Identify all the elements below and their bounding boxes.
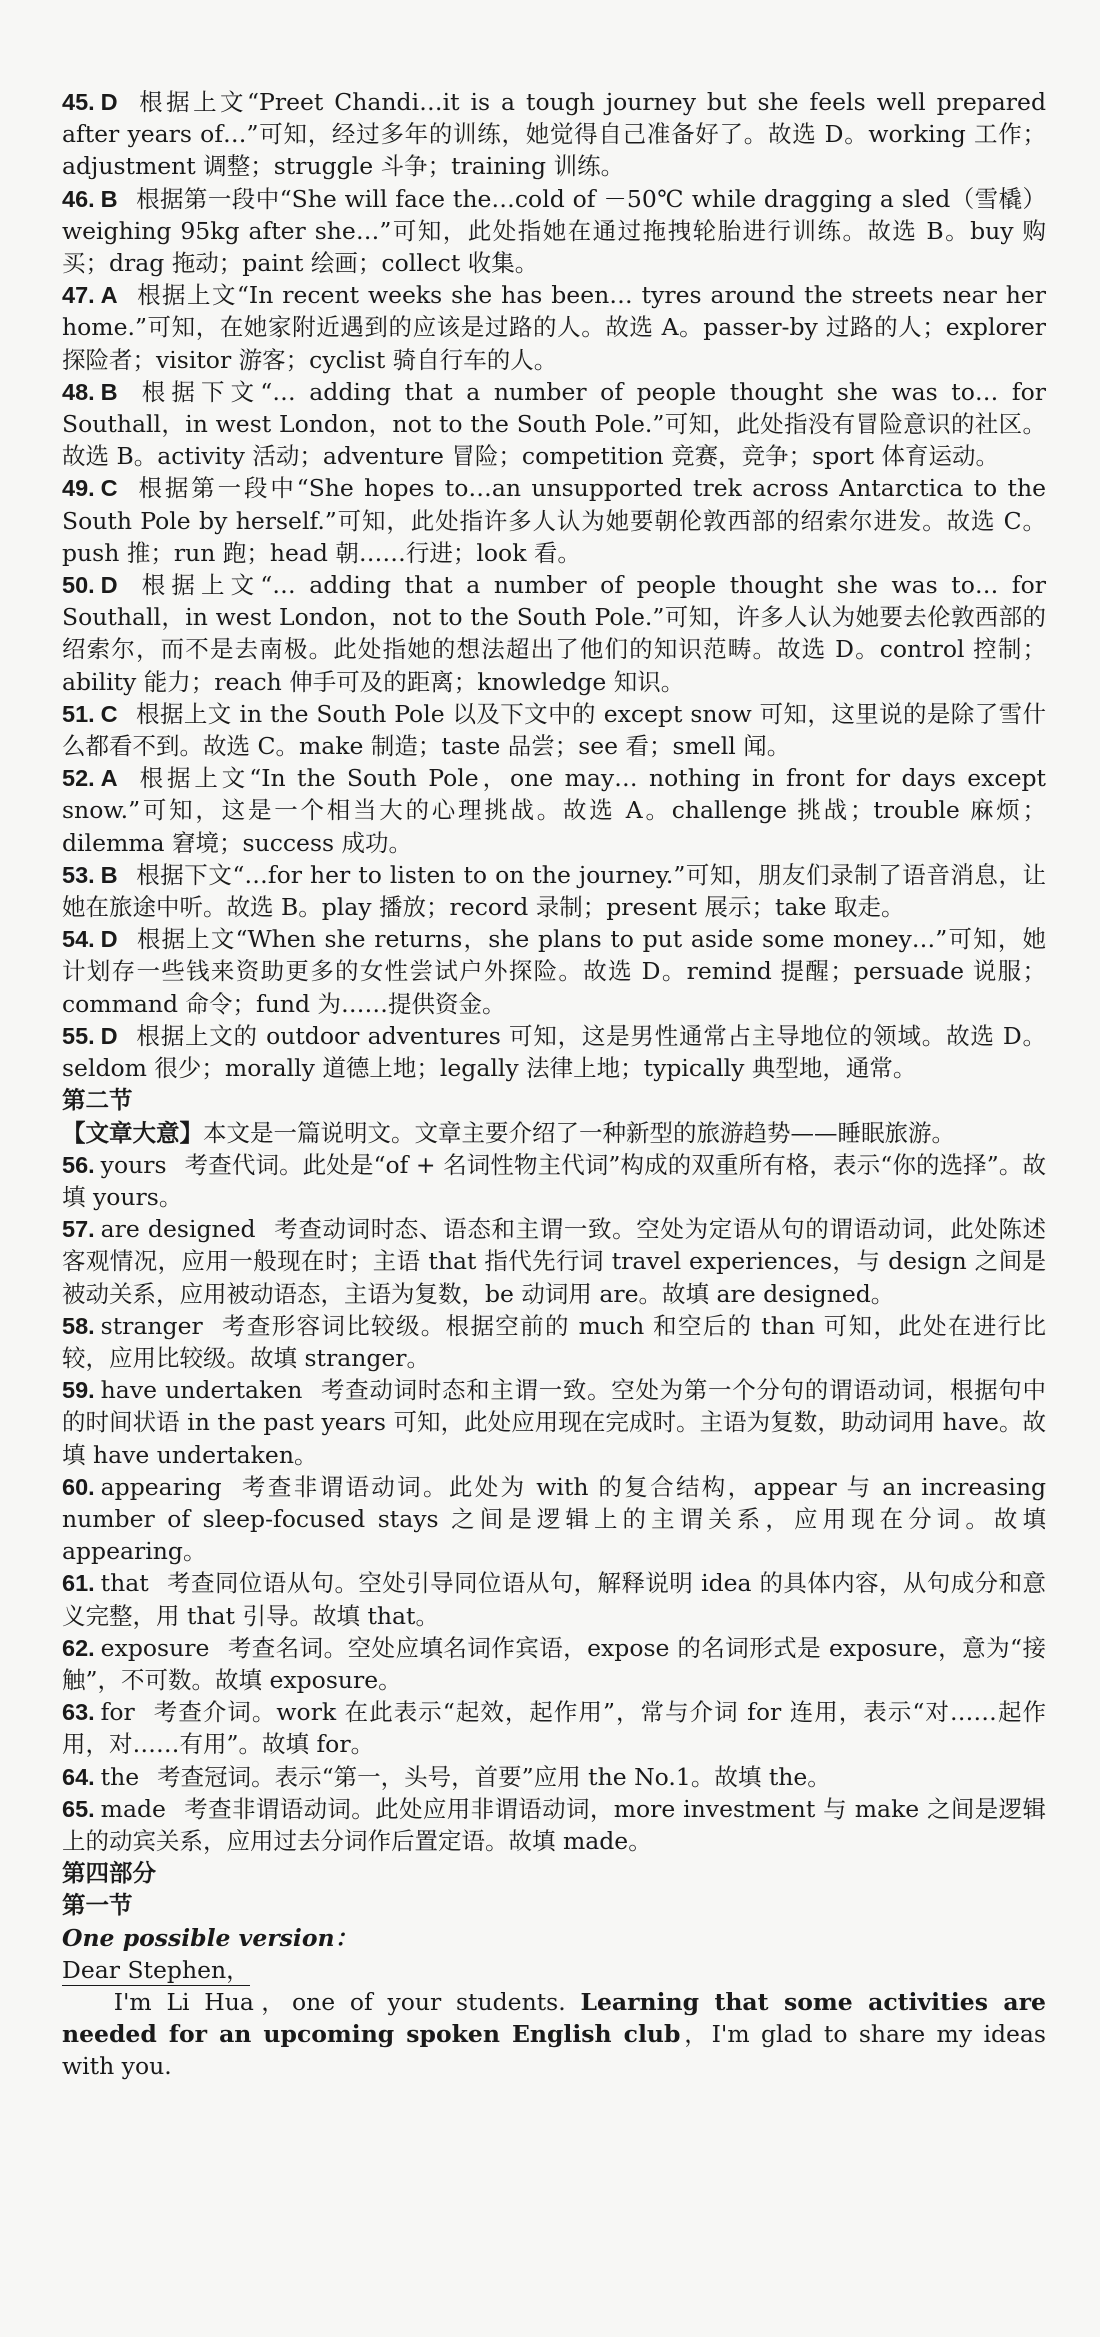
item-answer: D xyxy=(100,89,118,115)
answer-item-64 xyxy=(62,1761,1046,1793)
item-number: 59. xyxy=(62,1377,95,1404)
answer-item-57 xyxy=(62,1213,1046,1310)
answer-item-63 xyxy=(62,1696,1046,1760)
item-answer: A xyxy=(100,282,118,309)
version-label: One possible version： xyxy=(62,1923,359,1952)
summary-label: 【文章大意】 xyxy=(62,1118,203,1147)
item-number: 45. xyxy=(62,89,95,115)
answer-item-50 xyxy=(62,569,1046,698)
item-explanation: 根据第一段中“She will face the…cold of －50℃ while dragging a sled（雪橇）weighing 95kg after she…”可知，此处指她在通过拖拽轮胎进行训练。故选 B。buy 购买；drag 拖动；paint 绘画；collect 收集。 xyxy=(62,184,1046,278)
item-explanation: 根据上文“When she returns，she plans to put aside some money…”可知，她计划存一些钱来资助更多的女性尝试户外探险。故选 D。remind 提醒；persuade 说服；command 命令；fund 为……提供资金。 xyxy=(62,925,1046,1018)
item-number: 49. xyxy=(62,475,95,502)
item-explanation: 根据上文的 outdoor adventures 可知，这是男性通常占主导地位的领域。故选 D。seldom 很少；morally 道德上地；legally 法律上地；typically 典型地，通常。 xyxy=(62,1021,1046,1083)
item-explanation: 根据上文“… adding that a number of people thought she was to… for Southall，in west London，not to the South Pole.”可知，许多人认为她要去伦敦西部的绍索尔，而不是去南极。此处指她的想法超出了他们的知识范畴。故选 D。control 控制；ability 能力；reach 伸手可及的距离；knowledge 知识。 xyxy=(62,571,1046,696)
item-number: 48. xyxy=(62,378,95,405)
item-number: 52. xyxy=(62,765,95,792)
item-explanation: 考查冠词。表示“第一，头号，首要”应用 the No.1。故填 the。 xyxy=(157,1762,831,1791)
answer-item-54 xyxy=(62,923,1046,1020)
letter-body xyxy=(62,1986,1046,2083)
item-number: 60. xyxy=(62,1473,95,1500)
letter-salutation: Dear Stephen， xyxy=(62,1955,250,1984)
item-explanation: 考查动词时态和主谓一致。空处为第一个分句的谓语动词，根据句中的时间状语 in the past years 可知，此处应用现在完成时。主语为复数，助动词用 have。故填 have undertaken。 xyxy=(62,1376,1046,1469)
item-answer: made xyxy=(100,1794,166,1823)
item-answer: D xyxy=(100,1022,118,1049)
item-explanation: 考查名词。空处应填名词作宾语，expose 的名词形式是 exposure，意为“接触”，不可数。故填 exposure。 xyxy=(62,1633,1046,1694)
answer-item-53 xyxy=(62,859,1046,923)
item-answer: appearing xyxy=(100,1472,222,1501)
answer-item-45 xyxy=(62,86,1046,183)
item-answer: D xyxy=(100,572,118,599)
answer-item-65 xyxy=(62,1793,1046,1857)
answer-item-60 xyxy=(62,1471,1046,1568)
answer-item-58 xyxy=(62,1310,1046,1374)
item-answer: B xyxy=(100,185,118,212)
fill-answers xyxy=(62,1149,1046,1857)
item-explanation: 考查同位语从句。空处引导同位语从句，解释说明 idea 的具体内容，从句成分和意义完整，用 that 引导。故填 that。 xyxy=(62,1569,1046,1630)
item-explanation: 根据上文“In recent weeks she has been… tyres around the streets near her home.”可知，在她家附近遇到的应该是过路的人。故选 A。passer-by 过路的人；explorer 探险者；visitor 游客；cyclist 骑自行车的人。 xyxy=(62,281,1046,374)
item-number: 61. xyxy=(62,1570,95,1597)
item-explanation: 考查介词。work 在此表示“起效，起作用”，常与介词 for 连用，表示“对……起作用，对……有用”。故填 for。 xyxy=(62,1698,1046,1759)
answer-item-52 xyxy=(62,762,1046,859)
answer-item-55 xyxy=(62,1020,1046,1084)
item-number: 57. xyxy=(62,1216,95,1243)
answer-item-47 xyxy=(62,279,1046,376)
article-summary xyxy=(62,1117,1046,1149)
letter-bold-phrase: Learning that some activities are needed for an upcoming spoken English club xyxy=(62,1987,1046,2049)
summary-text: 本文是一篇说明文。文章主要介绍了一种新型的旅游趋势——睡眠旅游。 xyxy=(203,1118,955,1147)
item-answer: C xyxy=(100,475,118,502)
item-number: 58. xyxy=(62,1312,95,1339)
section-heading: 第一节 xyxy=(62,1891,133,1920)
item-explanation: 根据第一段中“She hopes to…an unsupported trek across Antarctica to the South Pole by herself.”可知，此处指许多人认为她要朝伦敦西部的绍索尔进发。故选 C。push 推；run 跑；head 朝……行进；look 看。 xyxy=(62,474,1046,567)
answer-item-56 xyxy=(62,1149,1046,1213)
section-heading: 第二节 xyxy=(62,1086,133,1115)
item-explanation: 根据下文“… adding that a number of people thought she was to… for Southall，in west London，not to the South Pole.”可知，此处指没有冒险意识的社区。故选 B。activity 活动；adventure 冒险；competition 竞赛，竞争；sport 体育运动。 xyxy=(62,377,1046,471)
item-number: 65. xyxy=(62,1795,95,1822)
item-explanation: 根据上文“Preet Chandi…it is a tough journey but she feels well prepared after years of…”可知，经过多年的训练，她觉得自己准备好了。故选 D。working 工作；adjustment 调整；struggle 斗争；training 训练。 xyxy=(62,88,1046,181)
item-explanation: 根据下文“…for her to listen to on the journey.”可知，朋友们录制了语音消息，让她在旅途中听。故选 B。play 播放；record 录制；present 展示；take 取走。 xyxy=(62,860,1046,922)
item-number: 62. xyxy=(62,1634,95,1661)
item-explanation: 考查形容词比较级。根据空前的 much 和空后的 than 可知，此处在进行比较，应用比较级。故填 stranger。 xyxy=(62,1311,1046,1372)
letter-intro: I'm Li Hua，one of your students. xyxy=(113,1987,581,2016)
item-answer: are designed xyxy=(100,1215,256,1244)
answer-item-62 xyxy=(62,1632,1046,1696)
item-explanation: 考查非谓语动词。此处为 with 的复合结构，appear 与 an increasing number of sleep-focused stays 之间是逻辑上的主谓关系，应用现在分词。故填 appearing。 xyxy=(62,1472,1046,1566)
answer-item-49 xyxy=(62,472,1046,569)
item-answer: yours xyxy=(100,1150,167,1179)
item-explanation: 根据上文 in the South Pole 以及下文中的 except snow 可知，这里说的是除了雪什么都看不到。故选 C。make 制造；taste 品尝；see 看；smell 闻。 xyxy=(62,699,1046,761)
item-number: 53. xyxy=(62,861,95,888)
item-answer: B xyxy=(100,378,118,405)
item-answer: for xyxy=(100,1698,135,1727)
item-number: 55. xyxy=(62,1022,95,1049)
answer-item-61 xyxy=(62,1567,1046,1631)
letter-rest: ，I'm glad to share my ideas with you. xyxy=(62,2020,1046,2081)
item-number: 46. xyxy=(62,185,95,212)
part-heading: 第四部分 xyxy=(62,1859,156,1888)
item-number: 56. xyxy=(62,1151,95,1178)
item-answer: stranger xyxy=(100,1311,203,1340)
cloze-answers xyxy=(62,86,1046,1084)
item-explanation: 考查代词。此处是“of + 名词性物主代词”构成的双重所有格，表示“你的选择”。故填 yours。 xyxy=(62,1150,1046,1211)
item-answer: D xyxy=(100,926,118,953)
item-explanation: 根据上文“In the South Pole，one may… nothing in front for days except snow.”可知，这是一个相当大的心理挑战。故选 A。challenge 挑战；trouble 麻烦；dilemma 窘境；success 成功。 xyxy=(62,764,1046,857)
item-number: 64. xyxy=(62,1763,95,1790)
item-answer: C xyxy=(100,700,118,727)
item-number: 51. xyxy=(62,700,95,727)
item-answer: A xyxy=(100,765,118,792)
answer-item-46 xyxy=(62,183,1046,280)
answer-item-59 xyxy=(62,1374,1046,1471)
item-number: 47. xyxy=(62,282,95,309)
item-number: 50. xyxy=(62,572,95,599)
item-explanation: 考查动词时态、语态和主谓一致。空处为定语从句的谓语动词，此处陈述客观情况，应用一般现在时；主语 that 指代先行词 travel experiences，与 design 之间是被动关系，应用被动语态，主语为复数，be 动词用 are。故填 are designed。 xyxy=(62,1215,1047,1308)
answer-item-48 xyxy=(62,376,1046,473)
item-answer: exposure xyxy=(100,1633,210,1662)
item-number: 63. xyxy=(62,1699,95,1726)
item-answer: have undertaken xyxy=(100,1376,303,1405)
item-answer: that xyxy=(100,1569,149,1598)
item-explanation: 考查非谓语动词。此处应用非谓语动词，more investment 与 make 之间是逻辑上的动宾关系，应用过去分词作后置定语。故填 made。 xyxy=(62,1794,1046,1855)
item-answer: B xyxy=(100,861,118,888)
item-answer: the xyxy=(100,1762,140,1791)
item-number: 54. xyxy=(62,926,95,953)
answer-item-51 xyxy=(62,698,1046,762)
